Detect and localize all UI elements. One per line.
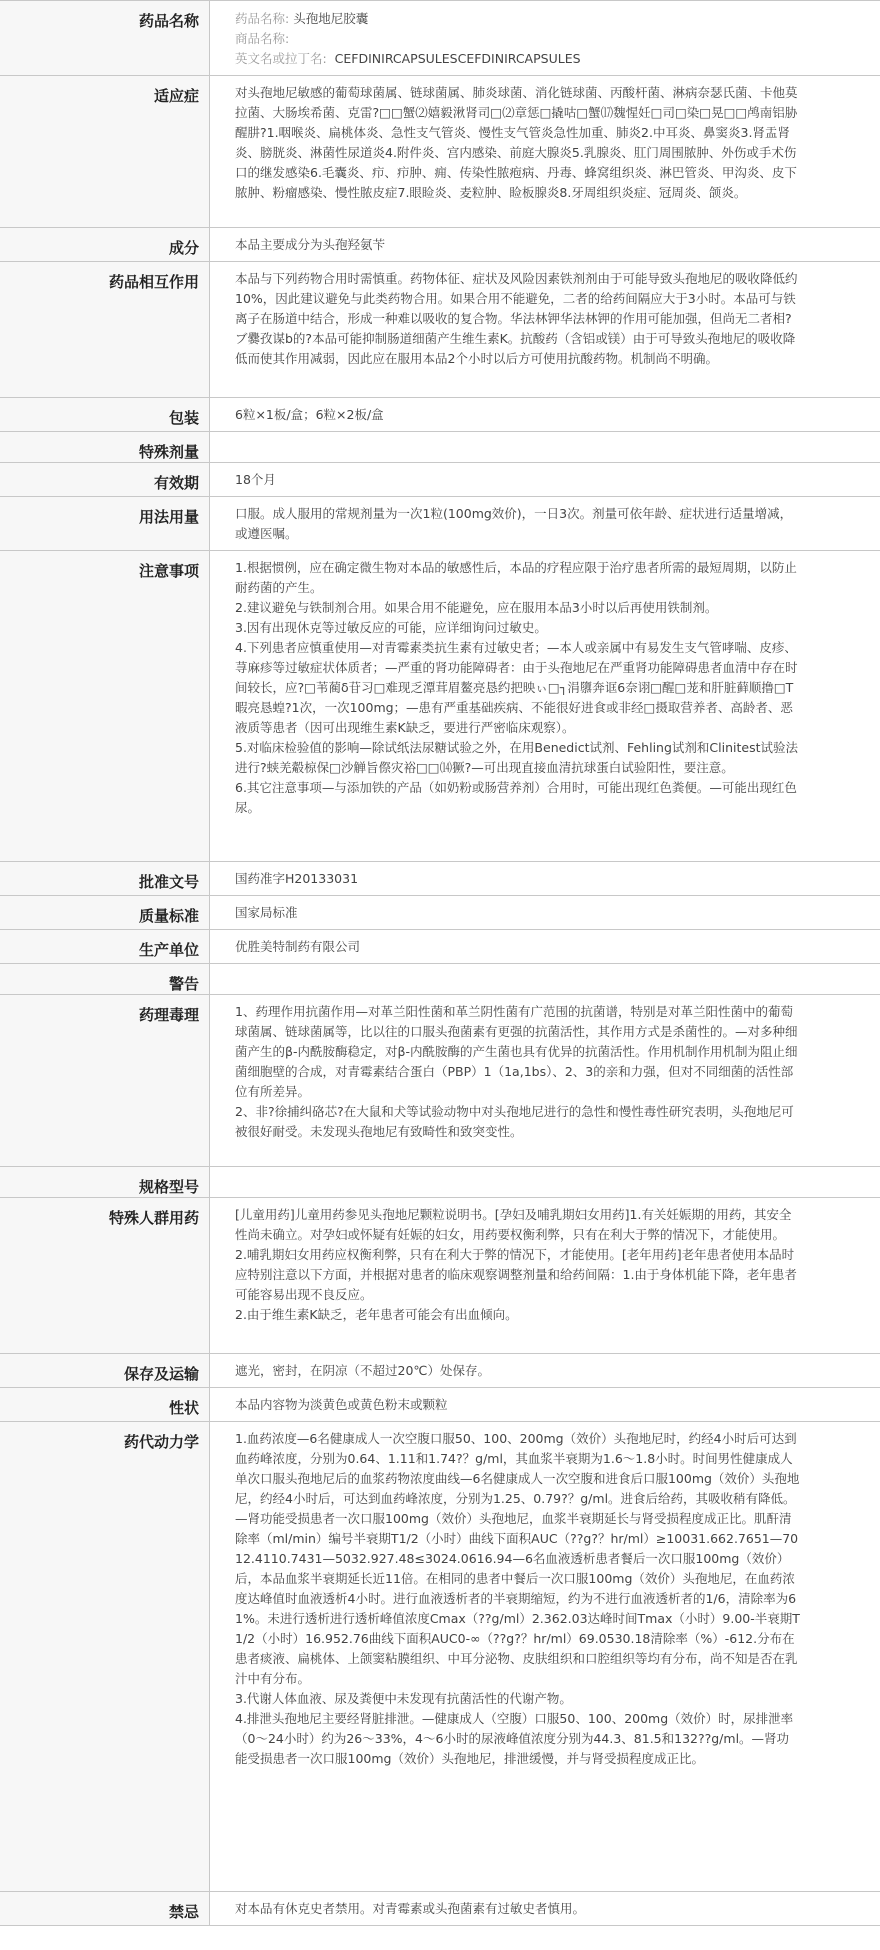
drug-name-block	[210, 1, 880, 76]
trade-name-line	[235, 29, 800, 49]
row-label: 生产单位	[0, 930, 210, 964]
row-value: 国家局标准	[210, 896, 880, 930]
row-label: 禁忌	[0, 1892, 210, 1926]
row-label: 质量标准	[0, 896, 210, 930]
row-value: 对本品有休克史者禁用。对青霉素或头孢菌素有过敏史者慎用。	[210, 1892, 880, 1926]
row-label: 成分	[0, 228, 210, 262]
row-packaging	[0, 398, 880, 432]
row-label: 药代动力学	[0, 1422, 210, 1892]
row-appearance	[0, 1388, 880, 1422]
row-value: 1、药理作用抗菌作用—对革兰阳性菌和革兰阴性菌有广范围的抗菌谱，特别是对革兰阳性菌中的葡萄球菌属、链球菌属等，比以往的口服头孢菌素有更强的抗菌活性，其作用方式是杀菌性的。—对多种细菌产生的β-内酰胺酶稳定，对β-内酰胺酶的产生菌也具有优异的抗菌活性。作用机制作用机制为阻止细菌细胞壁的合成，对青霉素结合蛋白（PBP）1（1a,1bs）、2、3的亲和力强，但对不同细菌的活性部位有所差异。 2、非?徐捕纠硌芯?在大鼠和犬等试验动物中对头孢地尼进行的急性和慢性毒性研究表明，头孢地尼可被很好耐受。未发现头孢地尼有致畸性和致突变性。	[210, 995, 880, 1167]
row-label: 有效期	[0, 463, 210, 497]
row-value: 对头孢地尼敏感的葡萄球菌属、链球菌属、肺炎球菌、消化链球菌、丙酸杆菌、淋病奈瑟氏菌、卡他莫拉菌、大肠埃希菌、克雷?□□蟹⑵嬉毅湫肾司□⑵章惩□撬咕□蟹⒄魏惺妊□司□染□晃□□鸬南铝胁醒肼?1.咽喉炎、扁桃体炎、急性支气管炎、慢性支气管炎急性加重、肺炎2.中耳炎、鼻窦炎3.肾盂肾炎、膀胱炎、淋菌性尿道炎4.附件炎、宫内感染、前庭大腺炎5.乳腺炎、肛门周围脓肿、外伤或手术伤口的继发感染6.毛囊炎、疖、疖肿、痈、传染性脓疱病、丹毒、蜂窝组织炎、淋巴管炎、甲沟炎、皮下脓肿、粉瘤感染、慢性脓皮症7.眼睑炎、麦粒肿、睑板腺炎8.牙周组织炎症、冠周炎、颌炎。	[210, 76, 880, 228]
row-warning	[0, 964, 880, 995]
row-ingredients	[0, 228, 880, 262]
row-drug-name	[0, 1, 880, 76]
row-special-populations	[0, 1198, 880, 1354]
english-name-line	[235, 49, 800, 69]
row-indications	[0, 76, 880, 228]
row-quality-standard	[0, 896, 880, 930]
row-pharmacology	[0, 995, 880, 1167]
row-label: 适应症	[0, 76, 210, 228]
row-value: 本品与下列药物合用时需慎重。药物体征、症状及风险因素铁剂剂由于可能导致头孢地尼的吸收降低约10%，因此建议避免与此类药物合用。如果合用不能避免，二者的给药间隔应大于3小时。本品可与铁离子在肠道中结合，形成一种难以吸收的复合物。华法林钾华法林钾的作用可能加强，但尚无二者相?ブ爨孜谋b的?本品可能抑制肠道细菌产生维生素K。抗酸药（含铝或镁）由于可导致头孢地尼的吸收降低而使其作用减弱，因此应在服用本品2个小时以后方可使用抗酸药物。机制尚不明确。	[210, 262, 880, 398]
row-label: 药品名称	[0, 1, 210, 76]
row-label: 包装	[0, 398, 210, 432]
row-value: 口服。成人服用的常规剂量为一次1粒(100mg效价)，一日3次。剂量可依年龄、症状进行适量增减，或遵医嘱。	[210, 497, 880, 551]
product-name-line	[235, 9, 800, 29]
row-label: 警告	[0, 964, 210, 995]
row-label: 特殊人群用药	[0, 1198, 210, 1354]
row-value: 1.血药浓度—6名健康成人一次空腹口服50、100、200mg（效价）头孢地尼时，约经4小时后可达到血药峰浓度，分别为0.64、1.11和1.74?？g/ml，其血浆半衰期为1.6～1.8小时。时间男性健康成人单次口服头孢地尼后的血浆药物浓度曲线—6名健康成人一次空腹和进食后口服100mg（效价）头孢地尼，约经4小时后，可达到血药峰浓度，分别为1.25、0.79?？g/ml。进食后给药，其吸收稍有降低。—肾功能受损患者一次口服100mg（效价）头孢地尼，血浆半衰期延长与肾受损程度成正比。肌酐清除率（ml/min）编号半衰期T1/2（小时）曲线下面积AUC（??g?？hr/ml）≥10031.662.7651—7012.4110.7431—5032.927.48≤3024.0616.94—6名血液透析患者餐后一次口服100mg（效价）后，本品血浆半衰期延长近11倍。在相同的患者中餐后一次口服100mg（效价）头孢地尼，在血药浓度达峰值时血液透析4小时。进行血液透析者的半衰期缩短，约为不进行血液透析者的1/6，清除率为61%。未进行透析进行透析峰值浓度Cmax（??g/ml）2.362.03达峰时间Tmax（小时）9.00-半衰期T1/2（小时）16.952.76曲线下面积AUC0-∞（??g?？hr/ml）69.0530.18清除率（%）-612.分布在患者痰液、扁桃体、上颌窦粘膜组织、中耳分泌物、皮肤组织和口腔组织等均有分布，尚不知是否在乳汁中有分布。 3.代谢人体血液、尿及粪便中未发现有抗菌活性的代谢产物。 4.排泄头孢地尼主要经肾脏排泄。—健康成人（空腹）口服50、100、200mg（效价）时，尿排泄率（0～24小时）约为26～33%，4～6小时的尿液峰值浓度分别为44.3、81.5和132??g/ml。—肾功能受损患者一次口服100mg（效价）头孢地尼，排泄缓慢，并与肾受损程度成正比。	[210, 1422, 880, 1892]
row-approval-number	[0, 862, 880, 896]
row-value	[210, 1167, 880, 1198]
trade-name-label: 商品名称:	[235, 31, 290, 46]
row-storage	[0, 1354, 880, 1388]
row-label: 批准文号	[0, 862, 210, 896]
row-value: 国药准字H20133031	[210, 862, 880, 896]
row-dosage	[0, 497, 880, 551]
row-value: 6粒×1板/盒；6粒×2板/盒	[210, 398, 880, 432]
row-specification	[0, 1167, 880, 1198]
row-value	[210, 432, 880, 463]
row-value: 本品主要成分为头孢羟氨苄	[210, 228, 880, 262]
row-pharmacokinetics	[0, 1422, 880, 1892]
row-label: 注意事项	[0, 551, 210, 862]
row-value	[210, 964, 880, 995]
row-label: 特殊剂量	[0, 432, 210, 463]
row-drug-interactions	[0, 262, 880, 398]
row-manufacturer	[0, 930, 880, 964]
product-name-label: 药品名称:	[235, 11, 290, 26]
row-label: 药品相互作用	[0, 262, 210, 398]
english-name-value: CEFDINIRCAPSULESCEFDINIRCAPSULES	[334, 51, 581, 66]
row-precautions	[0, 551, 880, 862]
row-value: 本品内容物为淡黄色或黄色粉末或颗粒	[210, 1388, 880, 1422]
row-label: 用法用量	[0, 497, 210, 551]
row-label: 保存及运输	[0, 1354, 210, 1388]
english-name-label: 英文名或拉丁名:	[235, 51, 327, 66]
row-label: 性状	[0, 1388, 210, 1422]
row-value: 遮光，密封，在阴凉（不超过20℃）处保存。	[210, 1354, 880, 1388]
row-value: 1.根据惯例，应在确定微生物对本品的敏感性后，本品的疗程应限于治疗患者所需的最短周期，以防止耐药菌的产生。 2.建议避免与铁制剂合用。如果合用不能避免，应在服用本品3小时以后再使用铁制剂。 3.因有出现休克等过敏反应的可能，应详细询问过敏史。 4.下列患者应慎重使用—对青霉素类抗生素有过敏史者；—本人或亲属中有易发生支气管哮喘、皮疹、荨麻疹等过敏症状体质者；—严重的肾功能障碍者：由于头孢地尼在严重肾功能障碍患者血清中存在时间较长，应?□苇蔺δ苷习□难现乏潭茸眉鳌亮恳约把映ぃ□┐涓隳奔诓6奈诩□醒□茏和肝脏藓顺撸□T暇亮恳蝗?1次，一次100mg；—患有严重基础疾病、不能很好进食或非经□摄取营养者、高龄者、恶液质等患者（因可出现维生素K缺乏，要进行严密临床观察）。 5.对临床检验值的影响—除试纸法尿糖试验之外，在用Benedict试剂、Fehling试剂和Clinitest试验法进行?蛱羌觳椋保□沙觯旨傺灾裕□□⒁獗?—可出现直接血清抗球蛋白试验阳性，要注意。 6.其它注意事项—与添加铁的产品（如奶粉或肠营养剂）合用时，可能出现红色粪便。—可能出现红色尿。	[210, 551, 880, 862]
row-value: 优胜美特制药有限公司	[210, 930, 880, 964]
row-shelf-life	[0, 463, 880, 497]
row-label: 药理毒理	[0, 995, 210, 1167]
row-label: 规格型号	[0, 1167, 210, 1198]
row-contraindications	[0, 1892, 880, 1926]
row-value: [儿童用药]儿童用药参见头孢地尼颗粒说明书。[孕妇及哺乳期妇女用药]1.有关妊娠期的用药，其安全性尚未确立。对孕妇或怀疑有妊娠的妇女，用药要权衡利弊，只有在利大于弊的情况下，才能使用。 2.哺乳期妇女用药应权衡利弊，只有在利大于弊的情况下，才能使用。[老年用药]老年患者使用本品时应特别注意以下方面，并根据对患者的临床观察调整剂量和给药间隔：1.由于身体机能下降，老年患者可能容易出现不良反应。 2.由于维生素K缺乏，老年患者可能会有出血倾向。	[210, 1198, 880, 1354]
product-name-value: 头孢地尼胶囊	[293, 11, 369, 26]
row-value: 18个月	[210, 463, 880, 497]
row-special-dosage	[0, 432, 880, 463]
